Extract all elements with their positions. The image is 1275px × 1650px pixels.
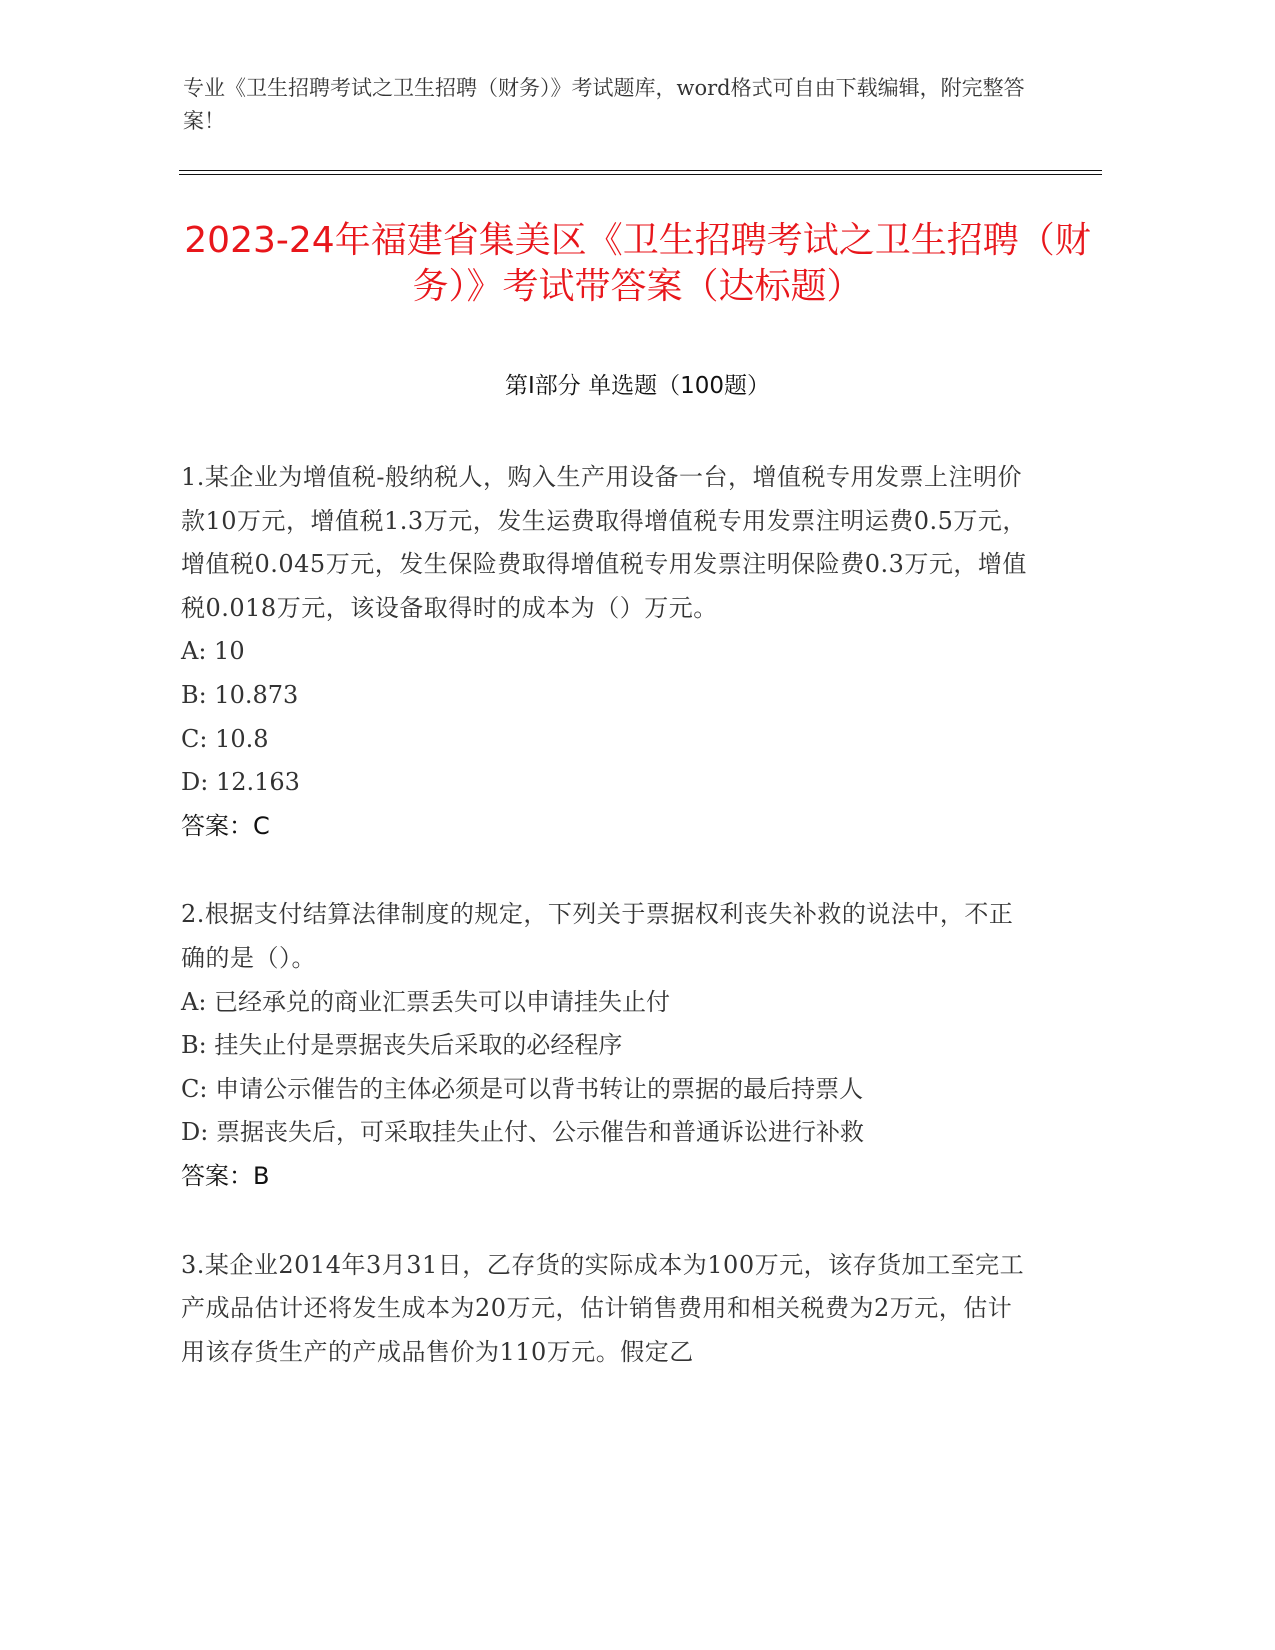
- question-stem: 1.某企业为增值税-般纳税人，购入生产用设备一台，增值税专用发票上注明价款10万元，增值税1.3万元，发生运费取得增值税专用发票注明运费0.5万元，增值税0.045万元，发生保险费取得增值税专用发票注明保险费0.3万元，增值税0.018万元，该设备取得时的成本为（）万元。: [181, 463, 1027, 622]
- question-list: [181, 456, 1031, 1419]
- answer-line: 答案：C: [181, 811, 270, 840]
- section-heading: 第Ⅰ部分 单选题（100题）: [505, 373, 770, 399]
- option-a: A: 已经承兑的商业汇票丢失可以申请挂失止付: [181, 987, 671, 1016]
- question-stem: 2.根据支付结算法律制度的规定，下列关于票据权利丧失补救的说法中，不正确的是（）。: [181, 900, 1014, 972]
- option-b: B: 10.873: [181, 680, 299, 709]
- header-rule-bottom: [179, 174, 1102, 175]
- question-2: [181, 893, 1031, 1198]
- answer-line: 答案：B: [181, 1161, 270, 1190]
- header-rule-top: [179, 170, 1102, 171]
- question-3: [181, 1244, 1031, 1375]
- document-title: 2023-24年福建省集美区《卫生招聘考试之卫生招聘（财务）》考试带答案（达标题）: [184, 220, 1091, 307]
- header-note: 专业《卫生招聘考试之卫生招聘（财务）》考试题库，word格式可自由下载编辑，附完整答案！: [183, 76, 1025, 133]
- option-b: B: 挂失止付是票据丧失后采取的必经程序: [181, 1031, 623, 1060]
- option-d: D: 票据丧失后，可采取挂失止付、公示催告和普通诉讼进行补救: [181, 1118, 864, 1147]
- option-c: C: 10.8: [181, 724, 269, 753]
- option-d: D: 12.163: [181, 768, 300, 797]
- question-stem: 3.某企业2014年3月31日，乙存货的实际成本为100万元，该存货加工至完工产成品估计还将发生成本为20万元，估计销售费用和相关税费为2万元，估计用该存货生产的产成品售价为110万元。假定乙: [181, 1250, 1025, 1366]
- option-a: A: 10: [181, 637, 245, 666]
- option-c: C: 申请公示催告的主体必须是可以背书转让的票据的最后持票人: [181, 1074, 864, 1103]
- question-1: [181, 456, 1031, 848]
